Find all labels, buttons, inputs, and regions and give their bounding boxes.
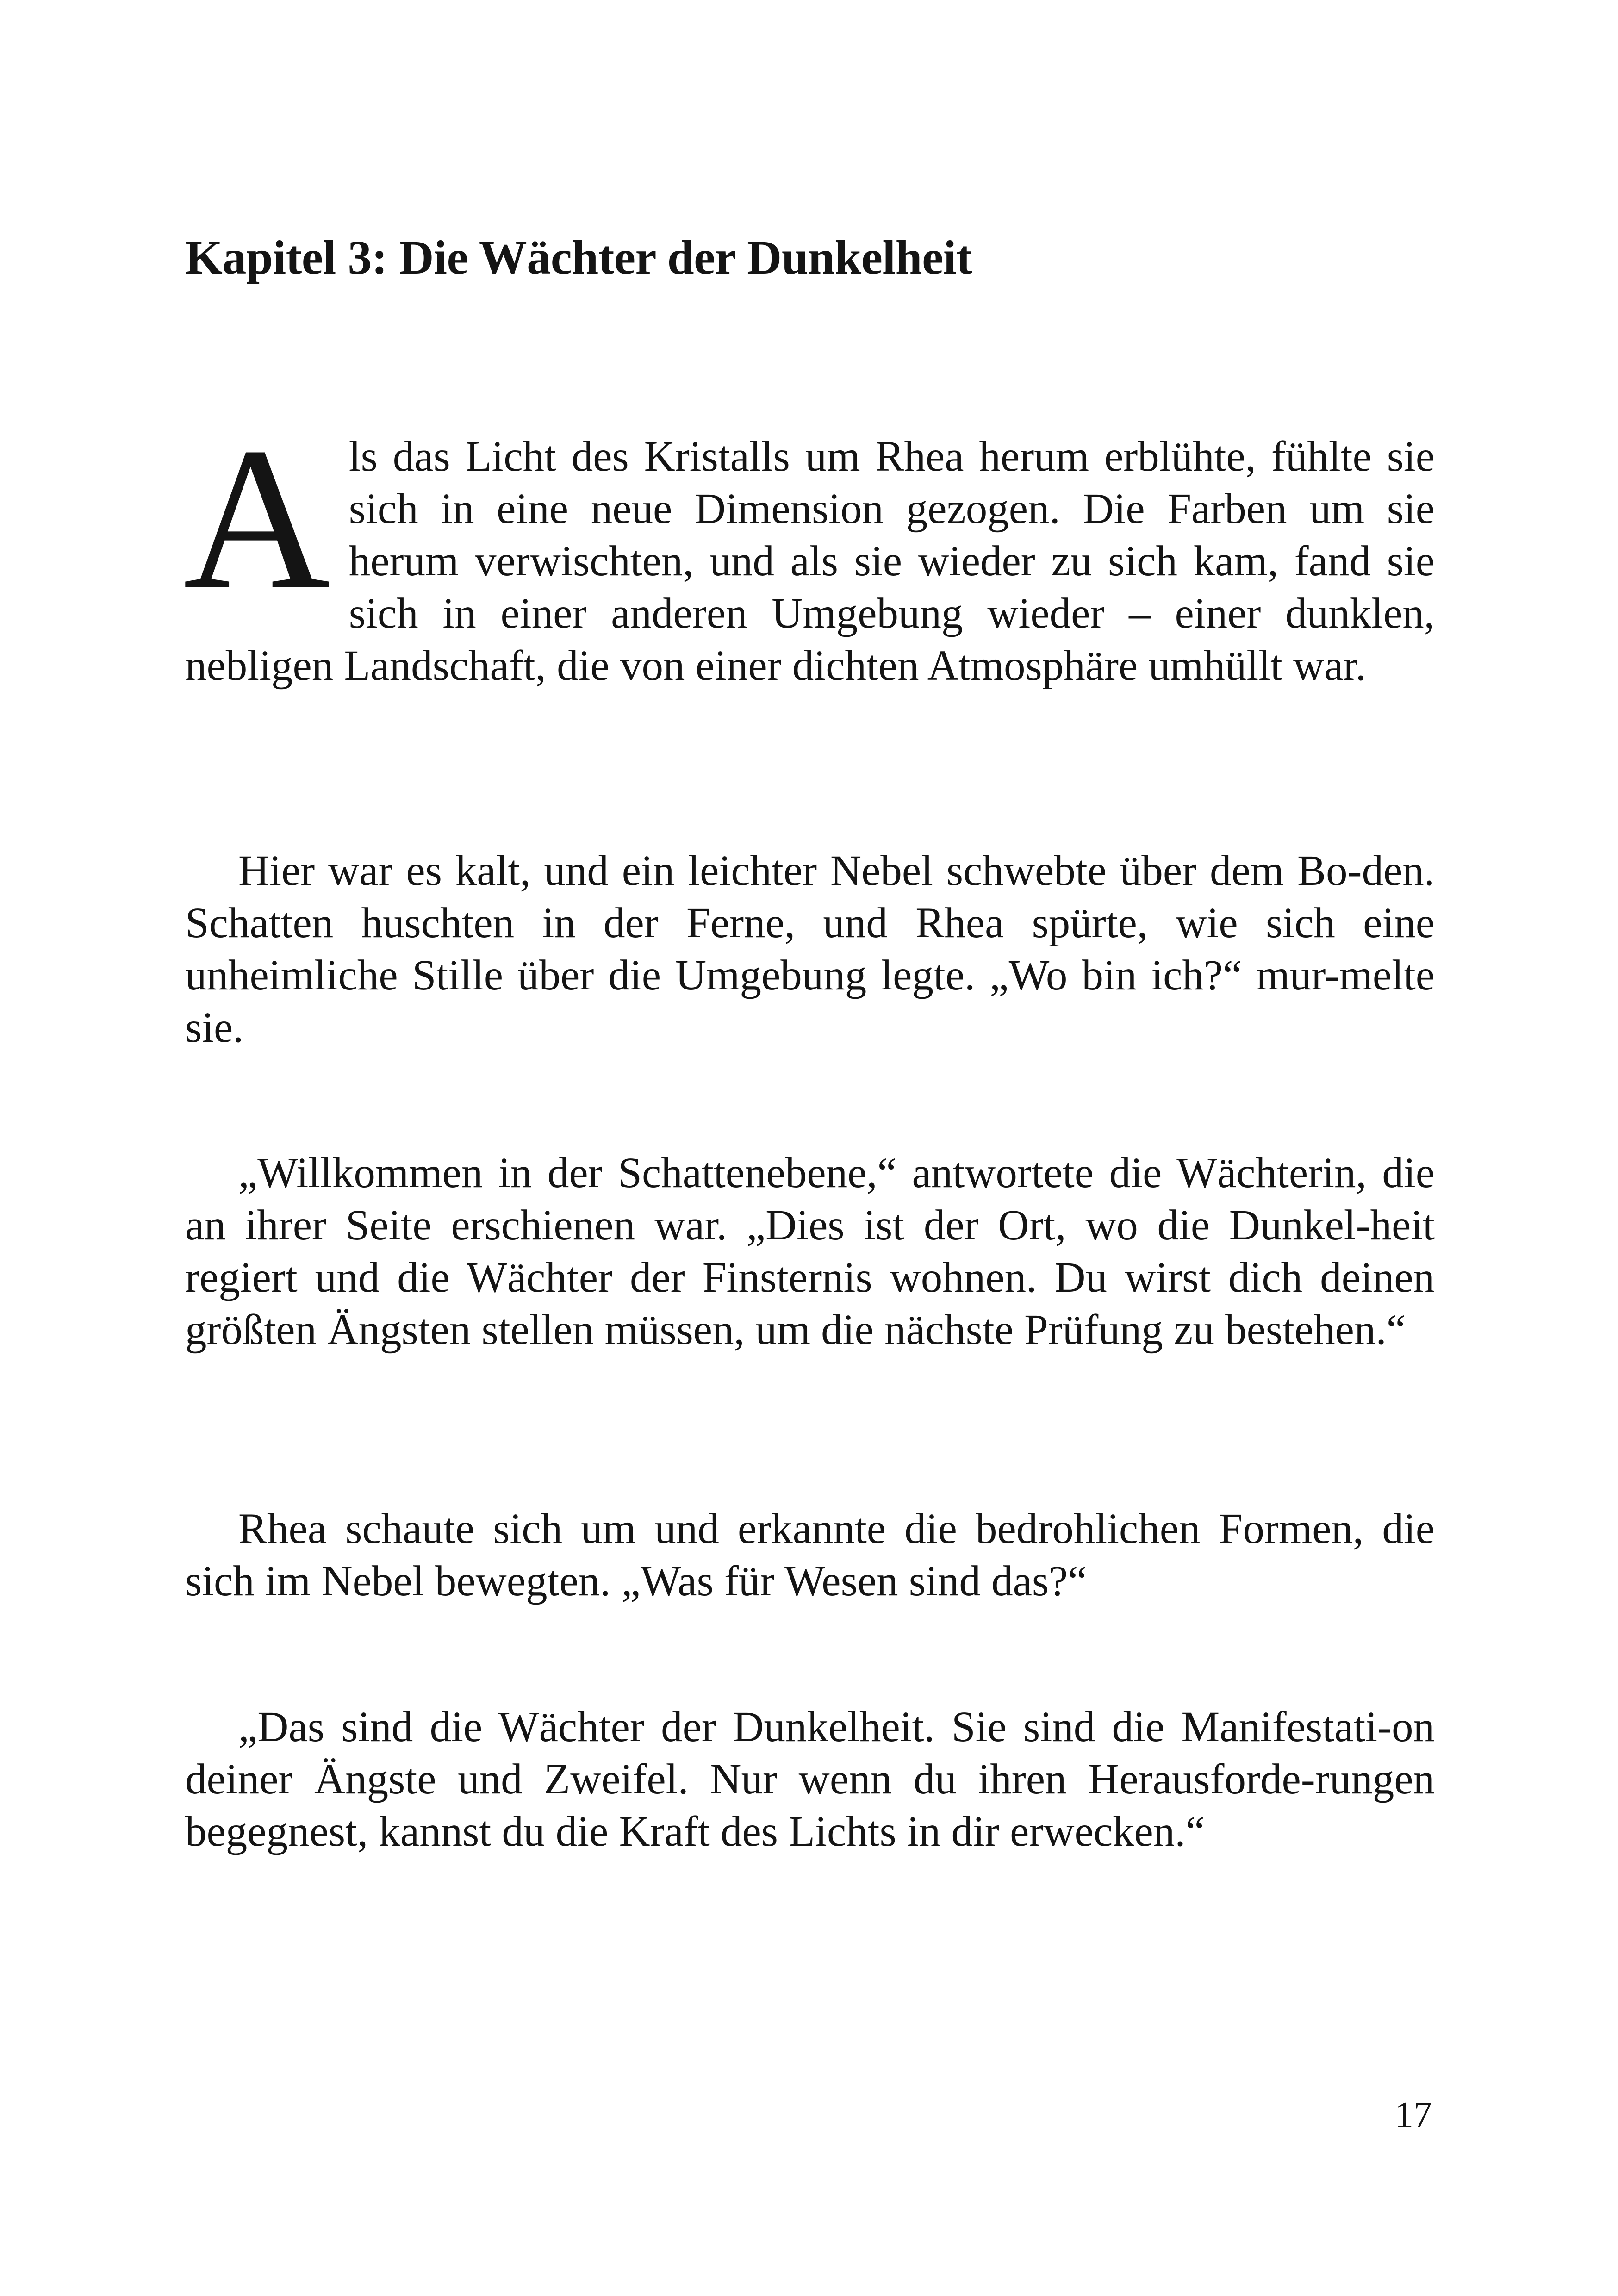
paragraph-1 <box>183 406 1435 692</box>
paragraph-2: Hier war es kalt, und ein leichter Nebel schwebte über dem Bo-den. Schatten huschten in der Ferne, und Rhea spürte, wie sich eine unheimliche Stille über die Umgebung legte. „Wo bin ich?“ mur-melte sie. <box>185 847 1435 1052</box>
drop-cap: A <box>183 406 330 631</box>
paragraph-3: „Willkommen in der Schattenebene,“ antwortete die Wächterin, die an ihrer Seite erschienen war. „Dies ist der Ort, wo die Dunkel-heit regiert und die Wächter der Finsternis wohnen. Du wirst dich deinen größten Ängsten stellen müssen, um die nächste Prüfung zu bestehen.“ <box>185 1149 1435 1354</box>
paragraph-4: Rhea schaute sich um und erkannte die bedrohlichen Formen, die sich im Nebel bewegten. „Was für Wesen sind das?“ <box>185 1505 1435 1605</box>
paragraph-1-text: ls das Licht des Kristalls um Rhea herum erblühte, fühlte sie sich in eine neue Dimension gezogen. Die Farben um sie herum verwischten, und als sie wieder zu sich kam, fand sie sich in einer anderen Umgebung wieder – einer dunklen, nebligen Landschaft, die von einer dichten Atmosphäre umhüllt war. <box>185 433 1435 690</box>
page-number: 17 <box>1395 2095 1432 2135</box>
chapter-title: Kapitel 3: Die Wächter der Dunkelheit <box>185 231 972 284</box>
paragraph-5: „Das sind die Wächter der Dunkelheit. Sie sind die Manifestati-on deiner Ängste und Zweifel. Nur wenn du ihren Herausforde-rungen begegnest, kannst du die Kraft des Lichts in dir erwecken.“ <box>185 1703 1435 1855</box>
